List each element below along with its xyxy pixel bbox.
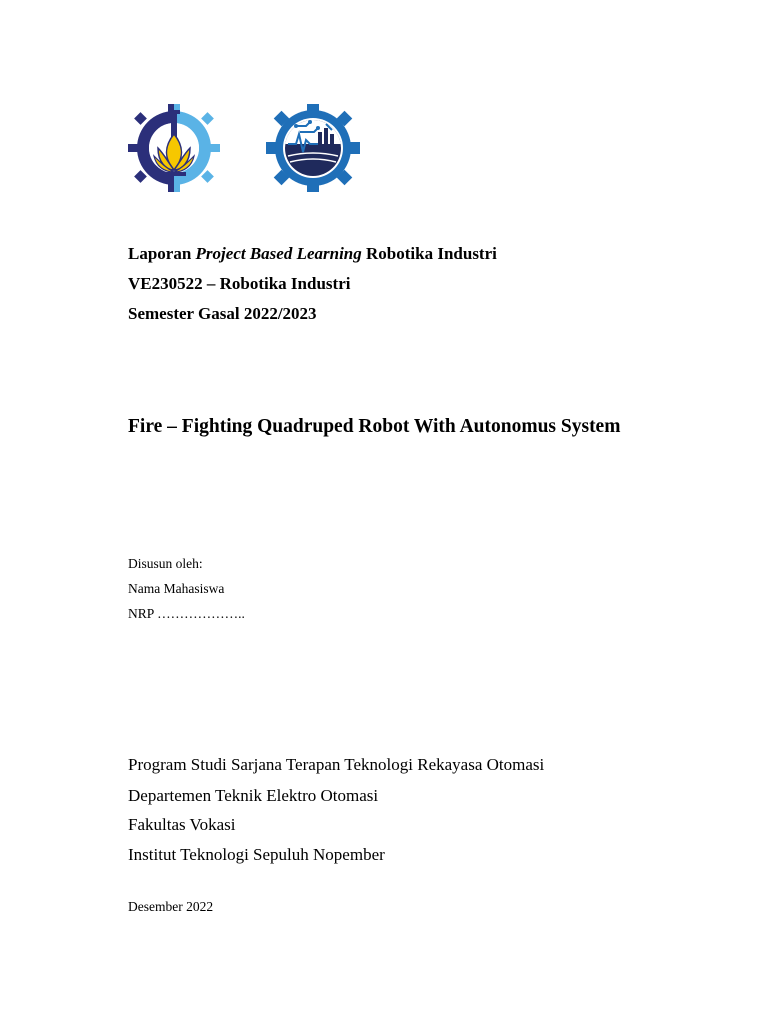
- document-title: Fire – Fighting Quadruped Robot With Autonomus System: [128, 416, 621, 437]
- university: Institut Teknologi Sepuluh Nopember: [128, 845, 385, 864]
- its-logo-icon: [128, 104, 220, 192]
- report-type-suffix: Robotika Industri: [361, 244, 497, 263]
- report-type-italic: Project Based Learning: [195, 244, 362, 263]
- semester-line: Semester Gasal 2022/2023: [128, 304, 317, 323]
- report-type-prefix: Laporan: [128, 244, 196, 263]
- report-type-line: [128, 244, 497, 264]
- study-program: Program Studi Sarjana Terapan Teknologi Rekayasa Otomasi: [128, 755, 545, 774]
- faculty: Fakultas Vokasi: [128, 815, 236, 834]
- author-label: Disusun oleh:: [128, 556, 203, 571]
- vokasi-gear-logo-icon: [266, 104, 360, 192]
- department: Departemen Teknik Elektro Otomasi: [128, 786, 379, 805]
- author-name: Nama Mahasiswa: [128, 581, 225, 596]
- author-nrp: NRP ………………..: [128, 606, 245, 621]
- document-date: Desember 2022: [128, 899, 214, 914]
- course-code-line: VE230522 – Robotika Industri: [128, 274, 351, 293]
